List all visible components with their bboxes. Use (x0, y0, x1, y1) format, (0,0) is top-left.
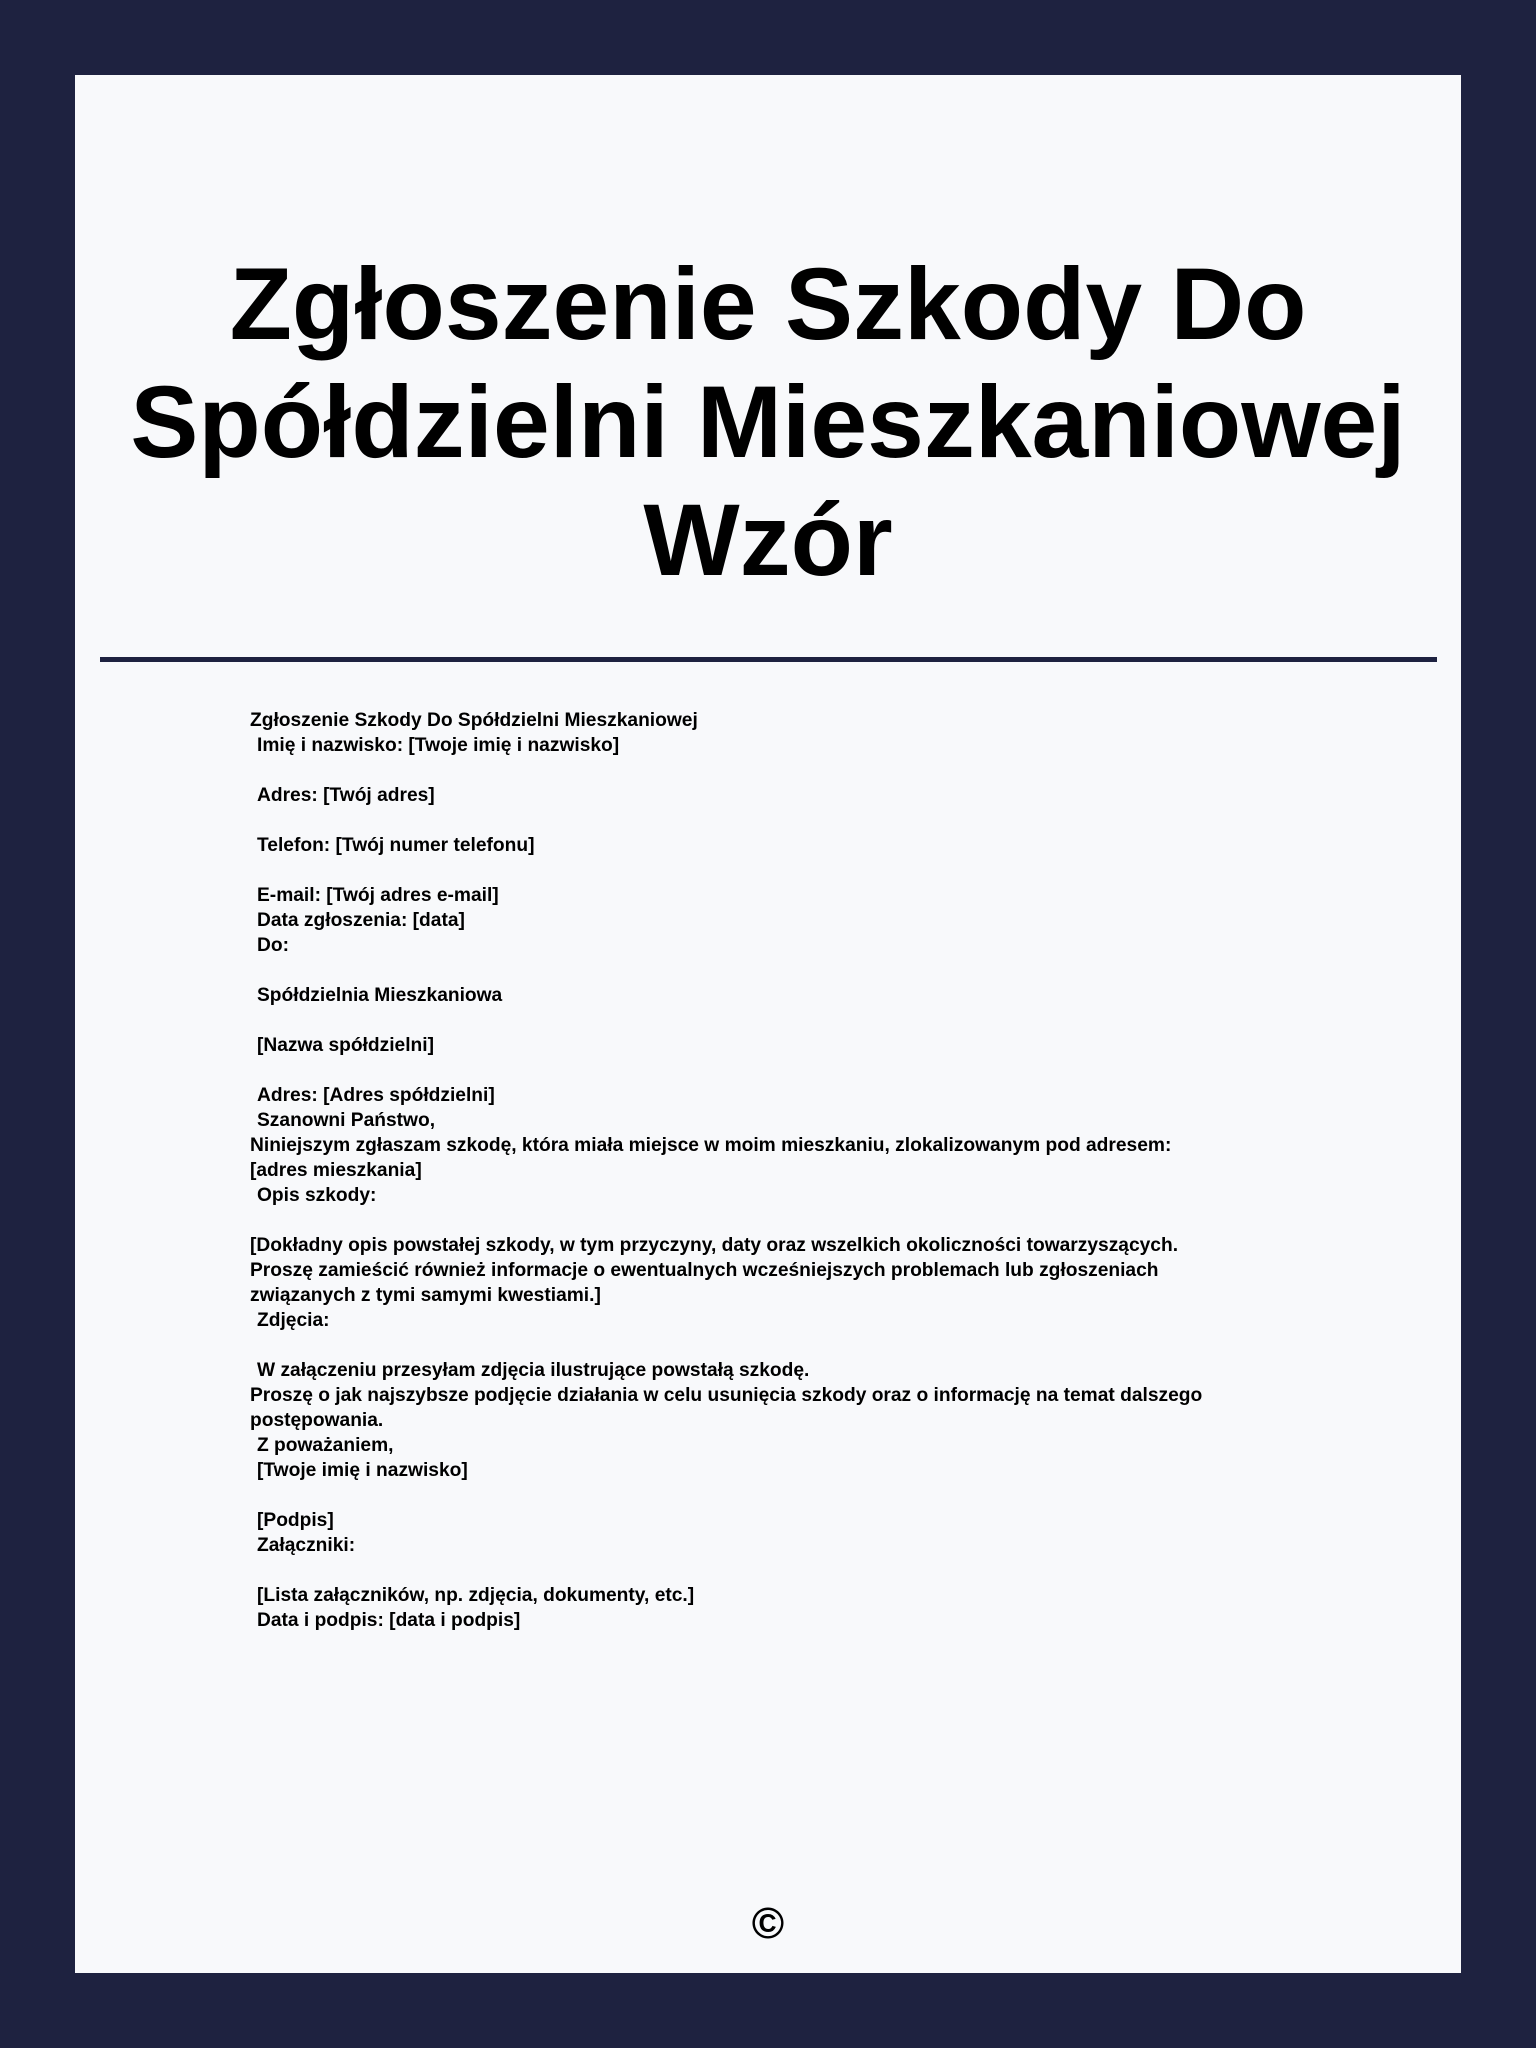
blank-line (250, 808, 1310, 833)
blank-line (250, 758, 1310, 783)
request-text-2: postępowania. (250, 1410, 384, 1431)
attachments-label: Załączniki: (257, 1535, 356, 1556)
page-title (75, 245, 1461, 599)
blank-line (250, 1058, 1310, 1083)
description-label: Opis szkody: (257, 1185, 377, 1206)
photos-text: W załączeniu przesyłam zdjęcia ilustrujące powstałą szkodę. (257, 1360, 810, 1381)
page-title-line-1: Zgłoszenie Szkody Do (229, 247, 1307, 361)
recipient-name: Spółdzielnia Mieszkaniowa (257, 985, 503, 1006)
description-text-1: [Dokładny opis powstałej szkody, w tym przyczyny, daty oraz wszelkich okoliczności towarzyszących. (250, 1235, 1179, 1256)
sender-name: Imię i nazwisko: [Twoje imię i nazwisko] (257, 735, 620, 756)
blank-line (250, 1333, 1310, 1358)
report-date: Data zgłoszenia: [data] (257, 910, 465, 931)
blank-line (250, 958, 1310, 983)
signature-name: [Twoje imię i nazwisko] (257, 1460, 468, 1481)
closing: Z poważaniem, (257, 1435, 394, 1456)
description-text-2: Proszę zamieścić również informacje o ewentualnych wcześniejszych problemach lub zgłoszeniach (250, 1260, 1159, 1281)
date-signature: Data i podpis: [data i podpis] (257, 1610, 521, 1631)
page-title-line-2: Spółdzielni Mieszkaniowej (130, 365, 1406, 479)
title-divider (100, 657, 1437, 662)
coop-name: [Nazwa spółdzielni] (257, 1035, 434, 1056)
sender-address: Adres: [Twój adres] (257, 785, 435, 806)
flat-address: [adres mieszkania] (250, 1160, 422, 1181)
recipient-label: Do: (257, 935, 289, 956)
letter-body (250, 708, 1310, 1633)
sender-phone: Telefon: [Twój numer telefonu] (257, 835, 535, 856)
document-page (75, 75, 1461, 1973)
salutation: Szanowni Państwo, (257, 1110, 436, 1131)
blank-line (250, 1208, 1310, 1233)
description-text-3: związanych z tymi samymi kwestiami.] (250, 1285, 601, 1306)
coop-address: Adres: [Adres spółdzielni] (257, 1085, 495, 1106)
attachments-list: [Lista załączników, np. zdjęcia, dokumenty, etc.] (257, 1585, 695, 1606)
blank-line (250, 1483, 1310, 1508)
page-title-line-3: Wzór (643, 483, 893, 597)
blank-line (250, 1008, 1310, 1033)
signature: [Podpis] (257, 1510, 334, 1531)
sender-email: E-mail: [Twój adres e-mail] (257, 885, 499, 906)
photos-label: Zdjęcia: (257, 1310, 330, 1331)
blank-line (250, 858, 1310, 883)
intro-text: Niniejszym zgłaszam szkodę, która miała miejsce w moim mieszkaniu, zlokalizowanym pod adresem: (250, 1135, 1172, 1156)
letter-heading: Zgłoszenie Szkody Do Spółdzielni Mieszkaniowej (250, 710, 698, 731)
blank-line (250, 1558, 1310, 1583)
copyright-mark: © (751, 1899, 785, 1948)
request-text-1: Proszę o jak najszybsze podjęcie działania w celu usunięcia szkody oraz o informację na temat dalszego (250, 1385, 1203, 1406)
